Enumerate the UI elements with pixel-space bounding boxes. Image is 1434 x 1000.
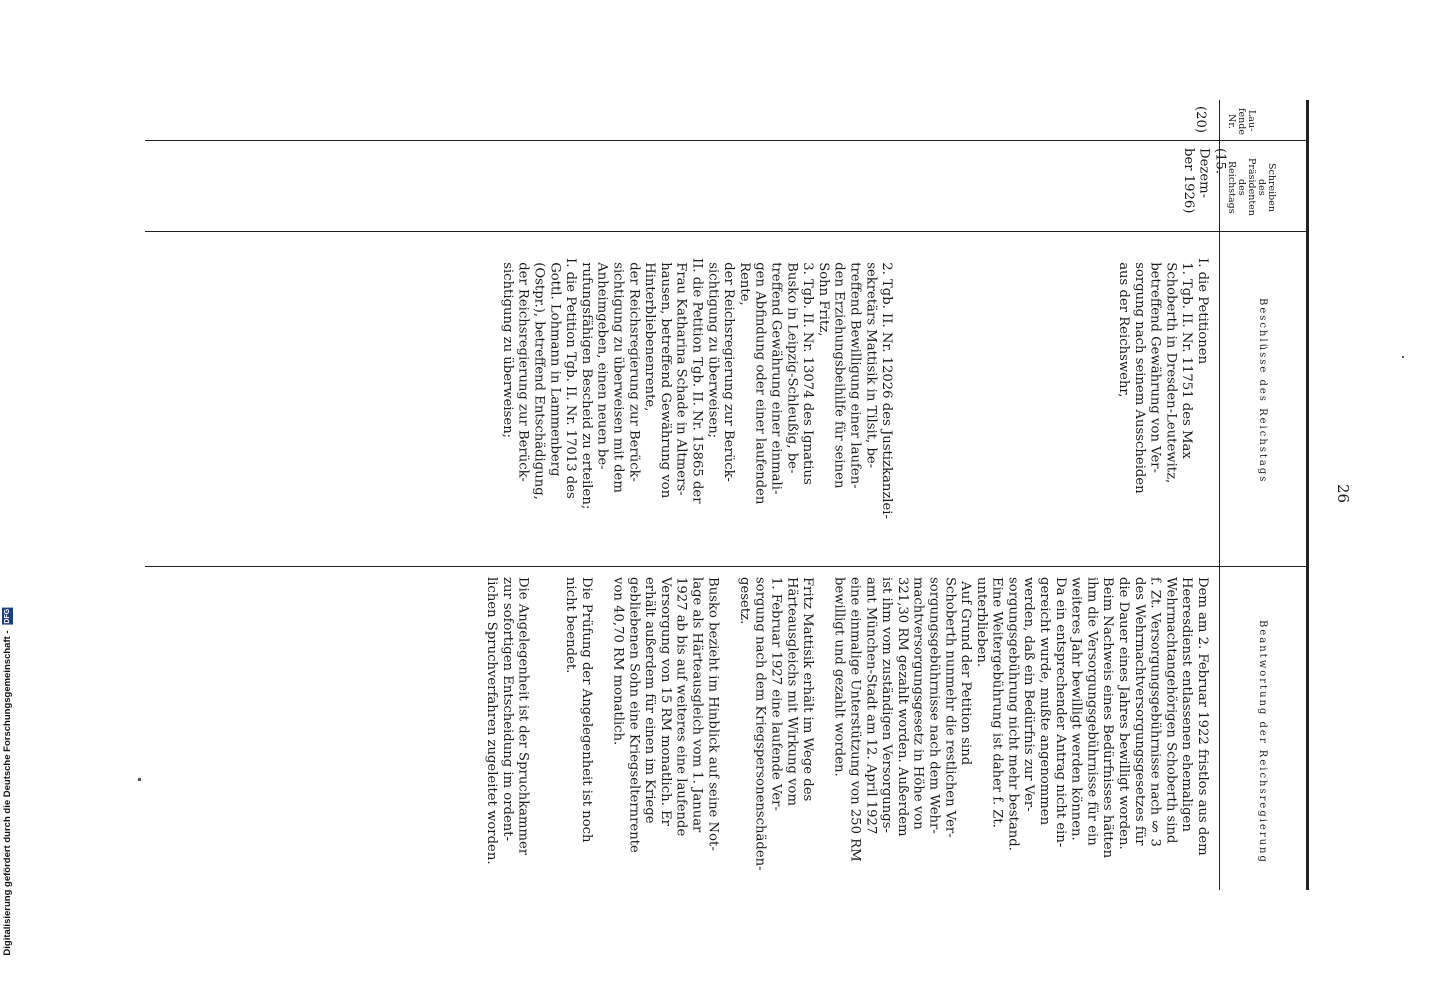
- column-header-letter-date: Schreiben des Präsidenten des Reichstags: [1226, 158, 1277, 216]
- resolution-text: I. die Petitionen 1. Tgb. II. Nr. 11751 des Max Schoberth in Dresden-Leutewitz, betreffend Gewährung von Ver- sorgung nach seinem Ausscheiden aus der Reichswehr, 2. Tgb. II. Nr. 12026 des Justizkanzlei- sekretärs Mattisik in Tilsit, be- treffend Bewilligung einer laufen- den Erziehungsbeihilfe für seinen Sohn Fritz, 3. Tgb. II. Nr. 13074 des Ignatius Busko in Leipzig-Schleußig, be- treffend Gewährung einer einmali- gen Abfindung oder einer laufenden Rente, der Reichsregierung zur Berück- sichtigung zu überweisen; II. die Petition Tgb. II. Nr. 15865 der Frau Katharina Schade in Altmers- hausen, betreffend Gewährung von Hinterbliebenenrente, der Reichsregierung zur Berück- sichtigung zu überweisen mit dem Anheimgeben, einen neuen be- rufungsfähigen Bescheid zu erteilen; I. die Petition Tgb. II. Nr. 17013 des Gottl. Lohmann in Lammenberg (Ostpr.), betreffend Entschädigung, der Reichsregierung zur Berück- sichtigung zu überweisen;: [499, 258, 1210, 519]
- dfg-logo: DFG: [4, 609, 11, 624]
- government-answer-text: Dem am 2. Februar 1922 fristlos aus dem Heeresdienst entlassenen ehemaligen Wehrmachtangehörigen Schoberth sind f. Zt. Versorgungsgebührnisse nach § 3 des Wehrmachtversorgungsgesetzes für die Dauer eines Jahres bewilligt worden. Beim Nachweis eines Bedürfnisses hätten ihm die Versorgungsgebührnisse für ein weiteres Jahr bewilligt werden können. Da ein entsprechender Antrag nicht ein- gereicht wurde, mußte angenommen werden, daß ein Bedürfnis zur Ver- sorgungsgebührung nicht mehr bestand. Eine Weitergebührung ist daher f. Zt. unterblieben. Auf Grund der Petition sind Schoberth nunmehr die restlichen Ver- sorgungsgebührnisse nach dem Wehr- machtversorgungsgesetz in Höhe von 321,30 RM gezahlt worden. Außerdem ist ihm vom zuständigen Versorgungs- amt München-Stadt am 12. April 1927 eine einmalige Unterstützung von 250 RM bewilligt und gezahlt worden. Fritz Mattisik erhält im Wege des Härteausgleichs mit Wirkung vom 1. Februar 1927 eine laufende Ver- sorgung nach dem Kriegspersonenschäden- gesetz. Busko bezieht im Hinblick auf seine Not- lage als Härteausgleich vom 1. Januar 1927 ab bis auf weiteres eine laufende Versorgung von 15 RM monatlich. Er erhält außerdem für einen im Kriege gebliebenen Sohn eine Kriegselternrente von 40,70 RM monatlich. Die Prüfung der Angelegenheit ist noch nicht beendet. Die Angelegenheit ist der Spruchkammer zur sofortigen Entscheidung im ordent- lichen Spruchverfahren zugeleitet worden.: [484, 577, 1210, 871]
- page-number: 26: [1334, 484, 1352, 504]
- scan-speck: [138, 778, 141, 781]
- digitization-credit-text: Digitalisierung gefördert durch die Deutsche Forschungsgemeinschaft -: [2, 630, 13, 956]
- table-top-rule: [1306, 100, 1309, 890]
- entry-number: (20): [1193, 106, 1208, 134]
- column-rule-2: [145, 231, 1307, 232]
- entry-date: (15. Dezem- ber 1926): [1180, 148, 1228, 214]
- digitization-credit: [2, 608, 13, 956]
- column-header-government-reply: Beantwortung der Reichsregierung: [1257, 620, 1268, 864]
- column-header-number: Lau- fende Nr.: [1226, 107, 1257, 135]
- column-rule-1: [145, 140, 1307, 141]
- scan-speck: [1402, 356, 1404, 358]
- column-header-resolutions: Beschlüsse des Reichstags: [1257, 298, 1268, 484]
